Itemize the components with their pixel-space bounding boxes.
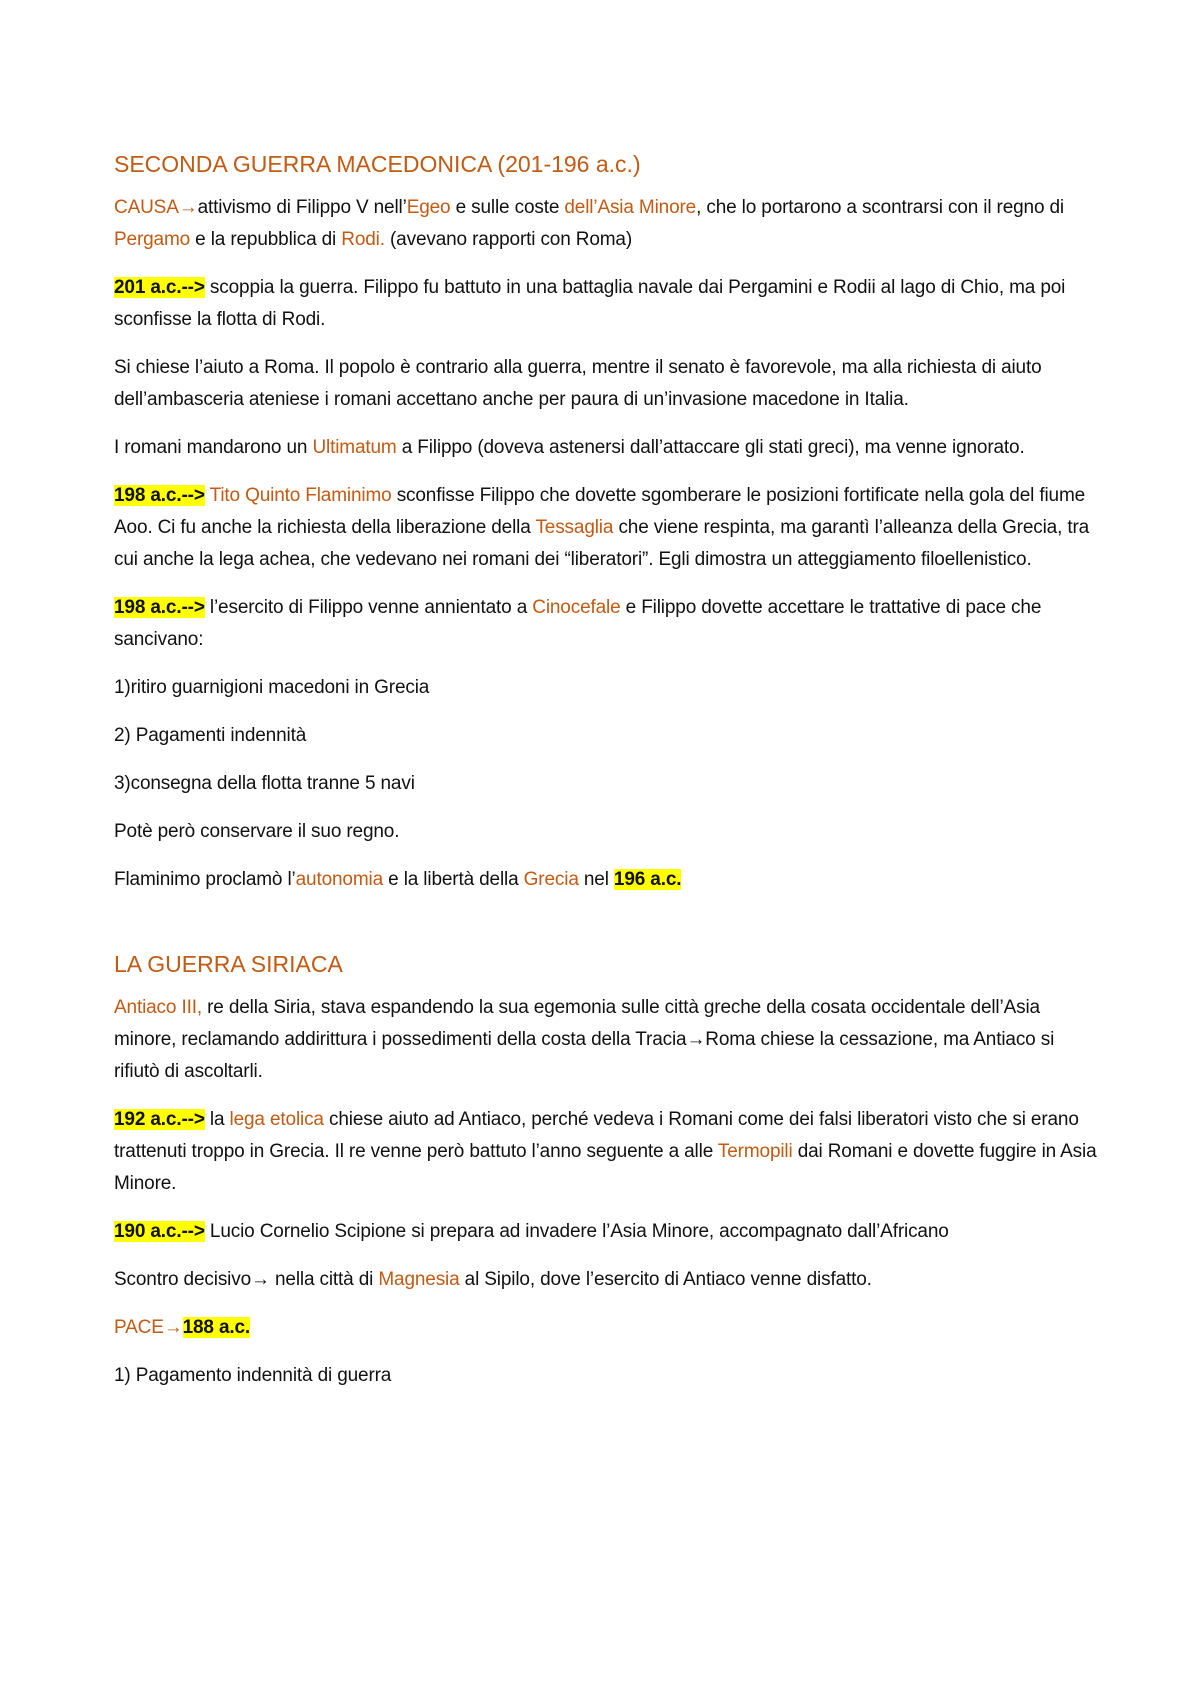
paragraph	[114, 1312, 1104, 1344]
text-run: re della Siria, stava espandendo la sua egemonia sulle città greche della cosata occidentale dell’Asia minore, reclamando addirittura i possedimenti della costa della Tracia→Roma chiese la cessazione, ma Antiaco si rifiutò di ascoltarli.	[114, 997, 1055, 1082]
highlighted-date: 188 a.c.	[182, 1317, 251, 1338]
paragraph	[114, 592, 1104, 656]
text-run: l’esercito di Filippo venne annientato a	[204, 597, 533, 618]
keyword: Ultimatum	[312, 437, 397, 458]
paragraph	[114, 672, 1104, 704]
highlighted-date: 192 a.c.-->	[114, 1109, 205, 1130]
text-run: Lucio Cornelio Scipione si prepara ad invadere l’Asia Minore, accompagnato dall’Africano	[204, 1221, 949, 1242]
document-body	[114, 148, 1104, 1408]
keyword: Grecia	[523, 869, 579, 890]
paragraph	[114, 272, 1104, 336]
highlighted-date: 198 a.c.-->	[114, 597, 205, 618]
text-run: , che lo portarono a scontrarsi con il regno di	[696, 197, 1064, 218]
highlighted-date: 196 a.c.	[613, 869, 682, 890]
text-run: e Filippo dovette accettare le trattative di pace che sancivano:	[114, 597, 1042, 650]
text-run: I romani mandarono un	[114, 437, 313, 458]
keyword: Termopili	[717, 1141, 793, 1162]
keyword: Rodi.	[341, 229, 385, 250]
paragraph	[114, 1104, 1104, 1200]
keyword: Antiaco III,	[114, 997, 202, 1018]
text-run: e sulle coste	[450, 197, 565, 218]
text-run: e la libertà della	[383, 869, 524, 890]
paragraph	[114, 480, 1104, 576]
text-run: che viene respinta, ma garantì l’alleanza della Grecia, tra cui anche la lega achea, che vedevano nei romani dei “liberatori”. Egli dimostra un atteggiamento filoellenistico.	[114, 517, 1090, 570]
text-run: attivismo di Filippo V nell’	[197, 197, 407, 218]
text-run: dai Romani e dovette fuggire in Asia Minore.	[114, 1141, 1097, 1194]
keyword: Tessaglia	[535, 517, 614, 538]
text-run: 3)consegna della flotta tranne 5 navi	[114, 773, 415, 794]
text-run: sconfisse Filippo che dovette sgomberare le posizioni fortificate nella gola del fiume Aoo. Ci fu anche la richiesta della liberazione della	[114, 485, 1086, 538]
paragraph	[114, 352, 1104, 416]
keyword: CAUSA	[114, 197, 179, 218]
keyword: Tito Quinto Flaminimo	[209, 485, 392, 506]
highlighted-date: 201 a.c.-->	[114, 277, 205, 298]
paragraph	[114, 432, 1104, 464]
text-run: (avevano rapporti con Roma)	[384, 229, 633, 250]
section-syrian-war-body	[114, 992, 1104, 1392]
keyword: Pergamo	[114, 229, 191, 250]
keyword: Egeo	[406, 197, 451, 218]
paragraph	[114, 192, 1104, 256]
paragraph	[114, 720, 1104, 752]
keyword: lega etolica	[229, 1109, 324, 1130]
keyword: dell’Asia Minore	[564, 197, 697, 218]
text-run: Scontro decisivo→ nella città di	[114, 1269, 379, 1290]
paragraph	[114, 816, 1104, 848]
keyword: autonomia	[295, 869, 384, 890]
highlighted-date: 198 a.c.-->	[114, 485, 205, 506]
highlighted-date: 190 a.c.-->	[114, 1221, 205, 1242]
text-run: 1) Pagamento indennità di guerra	[114, 1365, 392, 1386]
paragraph	[114, 768, 1104, 800]
text-run: al Sipilo, dove l’esercito di Antiaco venne disfatto.	[459, 1269, 872, 1290]
section-macedonian-war-body	[114, 192, 1104, 896]
text-run: Potè però conservare il suo regno.	[114, 821, 400, 842]
paragraph	[114, 1264, 1104, 1296]
text-run: e la repubblica di	[190, 229, 342, 250]
section-title-syrian-war: LA GUERRA SIRIACA	[114, 951, 343, 977]
text-run: 2) Pagamenti indennità	[114, 725, 307, 746]
keyword: →	[163, 1317, 183, 1338]
text-run: Flaminimo proclamò l’	[114, 869, 296, 890]
section-title-macedonian-war: SECONDA GUERRA MACEDONICA (201-196 a.c.)	[114, 151, 641, 177]
keyword: Cinocefale	[532, 597, 621, 618]
text-run: scoppia la guerra. Filippo fu battuto in una battaglia navale dai Pergamini e Rodii al lago di Chio, ma poi sconfisse la flotta di Rodi.	[114, 277, 1066, 330]
paragraph	[114, 864, 1104, 896]
keyword: Magnesia	[378, 1269, 460, 1290]
text-run: Si chiese l’aiuto a Roma. Il popolo è contrario alla guerra, mentre il senato è favorevole, ma alla richiesta di aiuto dell’ambasceria ateniese i romani accettano anche per paura di un’invasione macedone in Italia.	[114, 357, 1042, 410]
paragraph	[114, 1216, 1104, 1248]
text-run: a Filippo (doveva astenersi dall’attaccare gli stati greci), ma venne ignorato.	[396, 437, 1025, 458]
keyword: →	[178, 197, 198, 218]
text-run: nel	[578, 869, 614, 890]
text-run: chiese aiuto ad Antiaco, perché vedeva i Romani come dei falsi liberatori visto che si erano trattenuti troppo in Grecia. Il re venne però battuto l’anno seguente a alle	[114, 1109, 1079, 1162]
text-run: la	[204, 1109, 230, 1130]
keyword: PACE	[114, 1317, 164, 1338]
text-run: 1)ritiro guarnigioni macedoni in Grecia	[114, 677, 430, 698]
paragraph	[114, 992, 1104, 1088]
paragraph	[114, 1360, 1104, 1392]
